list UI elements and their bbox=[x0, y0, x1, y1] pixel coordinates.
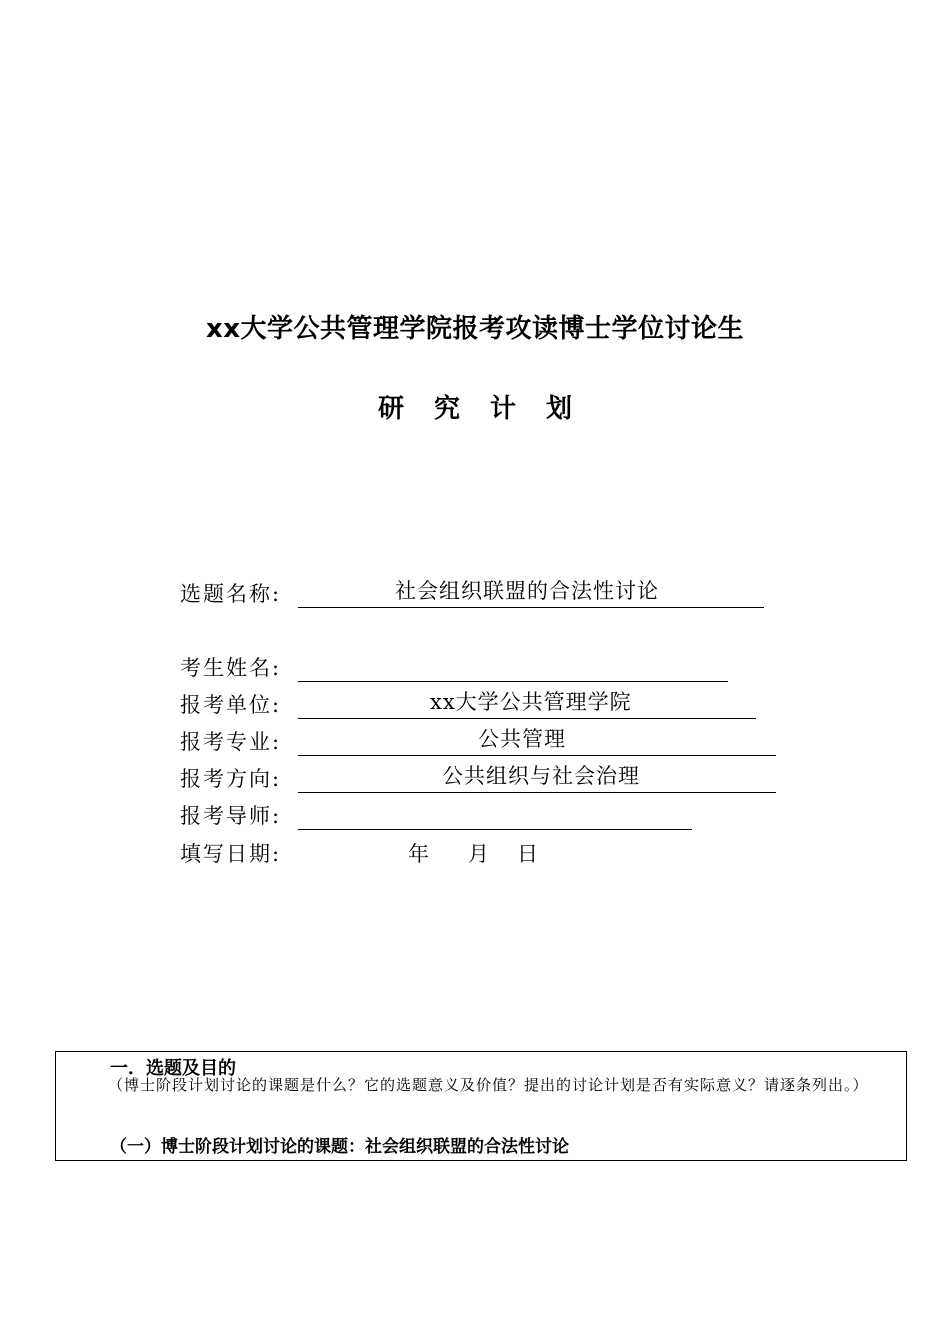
direction-line bbox=[298, 766, 776, 793]
major-value: 公共管理 bbox=[478, 727, 566, 751]
unit-label: 报考单位: bbox=[180, 693, 282, 717]
fill-date-label: 填写日期: bbox=[180, 842, 282, 866]
fill-date-year: 年 bbox=[408, 842, 431, 866]
major-field bbox=[180, 726, 776, 756]
section-title: 一．选题及目的 bbox=[110, 1058, 236, 1079]
supervisor-field bbox=[180, 800, 692, 830]
fill-date-month: 月 bbox=[468, 842, 491, 866]
candidate-name-label: 考生姓名: bbox=[180, 656, 282, 680]
supervisor-label: 报考导师: bbox=[180, 804, 282, 828]
candidate-name-line bbox=[298, 655, 728, 682]
unit-field bbox=[180, 689, 756, 719]
document-subtitle: 研究计划 bbox=[377, 394, 602, 424]
topic-label: 选题名称: bbox=[180, 582, 282, 606]
unit-value: xx大学公共管理学院 bbox=[430, 690, 632, 714]
major-line bbox=[298, 729, 776, 756]
section-box bbox=[55, 1051, 907, 1161]
major-label: 报考专业: bbox=[180, 730, 282, 754]
document-title: xx大学公共管理学院报考攻读博士学位讨论生 bbox=[205, 314, 745, 344]
supervisor-line bbox=[298, 803, 692, 830]
topic-field bbox=[180, 578, 764, 608]
section-note: （博士阶段计划讨论的课题是什么？它的选题意义及价值？提出的讨论计划是否有实际意义？请逐条列出。） bbox=[108, 1076, 869, 1094]
direction-field bbox=[180, 763, 776, 793]
fill-date-day: 日 bbox=[517, 842, 540, 866]
topic-line bbox=[298, 581, 764, 608]
section-subtitle: （一）博士阶段计划讨论的课题：社会组织联盟的合法性讨论 bbox=[110, 1137, 569, 1157]
unit-line bbox=[298, 692, 756, 719]
direction-label: 报考方向: bbox=[180, 767, 282, 791]
topic-value: 社会组织联盟的合法性讨论 bbox=[395, 579, 659, 603]
candidate-name-field bbox=[180, 652, 728, 682]
direction-value: 公共组织与社会治理 bbox=[442, 764, 640, 788]
